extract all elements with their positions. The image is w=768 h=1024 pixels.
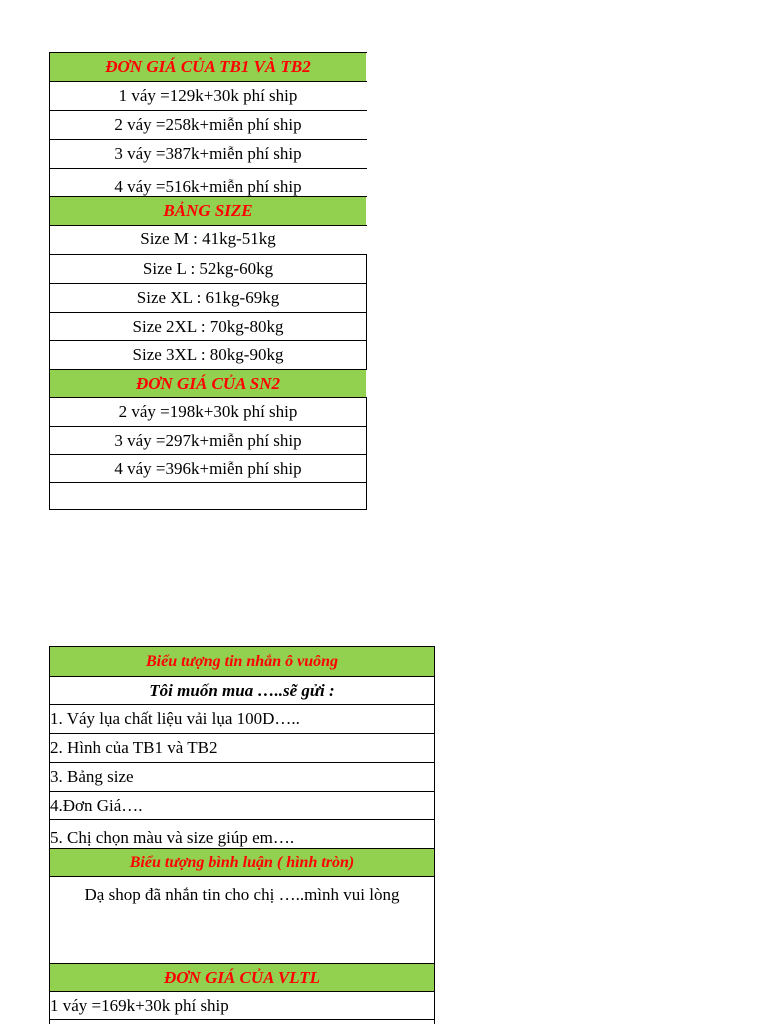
size-text: Size L : 52kg-60kg xyxy=(142,259,274,278)
size-header xyxy=(50,197,366,225)
tb-price-text: 3 váy =387k+miễn phí ship xyxy=(114,144,302,163)
comment-icon-header-text: Biểu tượng bình luận ( hình tròn) xyxy=(129,853,355,871)
message-template-table xyxy=(49,646,435,1024)
item-text: 1. Váy lụa chất liệu vải lụa 100D….. xyxy=(50,709,300,728)
item-text: 4.Đơn Giá…. xyxy=(50,795,143,815)
size-row xyxy=(49,313,367,340)
item-row xyxy=(49,705,435,733)
price-size-table xyxy=(49,52,367,510)
intro-text: Tôi muốn mua …..sẽ gửi : xyxy=(149,680,335,700)
sn2-price-header-text: ĐƠN GIÁ CỦA SN2 xyxy=(135,373,281,393)
tb-price-header-text: ĐƠN GIÁ CỦA TB1 VÀ TB2 xyxy=(105,57,311,76)
item-row xyxy=(49,820,435,848)
tb-price-text: 1 váy =129k+30k phí ship xyxy=(118,86,298,105)
size-text: Size M : 41kg-51kg xyxy=(140,229,276,248)
size-row xyxy=(49,255,367,283)
row-border xyxy=(49,1019,435,1020)
item-row xyxy=(49,792,435,819)
comment-icon-header xyxy=(50,849,434,876)
size-row xyxy=(49,284,367,312)
item-text: 3. Bảng size xyxy=(50,767,134,786)
comment-reply-row xyxy=(49,877,435,963)
tb-price-row xyxy=(49,169,367,197)
row-border xyxy=(49,509,367,510)
intro-row xyxy=(49,677,435,704)
tb-price-header xyxy=(50,53,366,81)
item-text: 2. Hình của TB1 và TB2 xyxy=(50,738,218,757)
sn2-price-text: 3 váy =297k+miễn phí ship xyxy=(114,430,302,450)
tb-price-text: 2 váy =258k+miễn phí ship xyxy=(114,115,302,134)
sn2-price-row xyxy=(49,398,367,426)
size-text: Size 3XL : 80kg-90kg xyxy=(132,345,284,364)
message-icon-header-text: Biểu tượng tin nhắn ô vuông xyxy=(145,652,338,670)
vltl-price-row xyxy=(49,992,435,1019)
vltl-price-header xyxy=(50,964,434,991)
tb-price-row xyxy=(49,140,367,168)
size-text: Size 2XL : 70kg-80kg xyxy=(132,316,284,336)
sn2-price-row xyxy=(49,455,367,482)
item-row xyxy=(49,763,435,791)
tb-price-row xyxy=(49,111,367,139)
size-header-text: BẢNG SIZE xyxy=(163,201,253,220)
size-text: Size XL : 61kg-69kg xyxy=(136,288,280,307)
item-text: 5. Chị chọn màu và size giúp em…. xyxy=(50,828,295,847)
item-row xyxy=(49,734,435,762)
comment-reply-text: Dạ shop đã nhắn tin cho chị …..mình vui lòng xyxy=(84,885,400,904)
sn2-price-text: 2 váy =198k+30k phí ship xyxy=(118,402,298,421)
empty-row xyxy=(49,483,367,509)
vltl-price-text: 1 váy =169k+30k phí ship xyxy=(50,995,229,1015)
size-row xyxy=(49,341,367,369)
vltl-price-header-text: ĐƠN GIÁ CỦA VLTL xyxy=(163,967,320,987)
tb-price-text: 4 váy =516k+miễn phí ship xyxy=(114,177,302,196)
sn2-price-text: 4 váy =396k+miễn phí ship xyxy=(114,458,302,478)
message-icon-header xyxy=(50,647,434,676)
tb-price-row xyxy=(49,82,367,110)
sn2-price-header xyxy=(50,370,366,397)
sn2-price-row xyxy=(49,427,367,454)
size-row xyxy=(49,226,367,254)
